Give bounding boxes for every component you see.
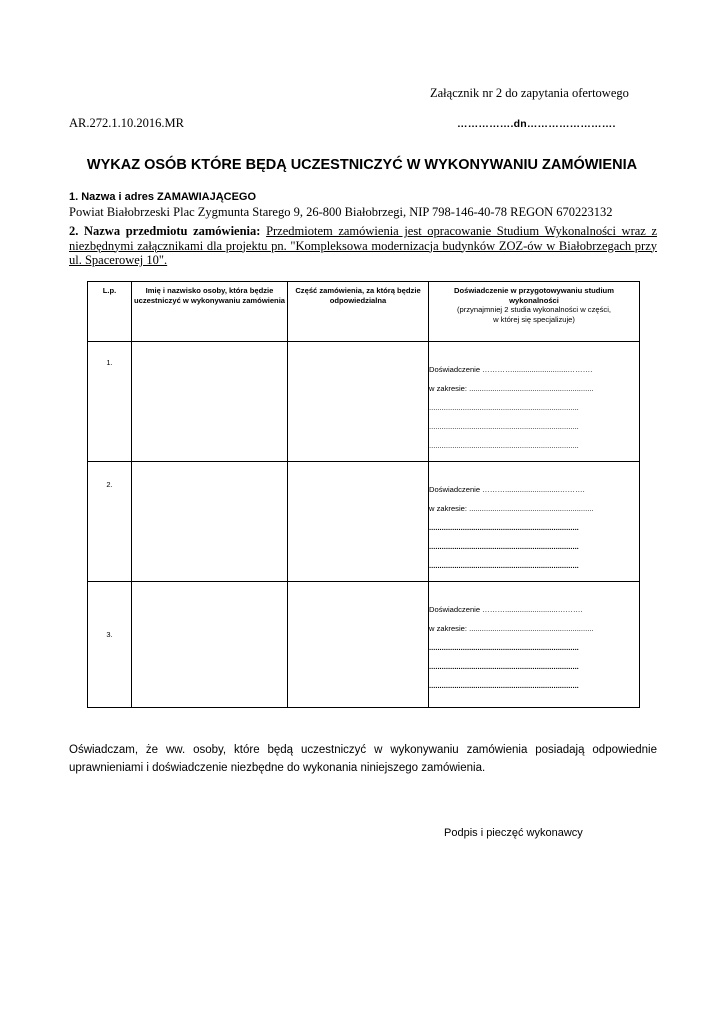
experience-cell[interactable] — [429, 462, 640, 582]
section1-body: Powiat Białobrzeski Plac Zygmunta Starego 9, 26-800 Białobrzegi, NIP 798-146-40-78 REGON 670223132 — [69, 205, 613, 219]
experience-label: Doświadczenie …………..........................………. — [429, 365, 593, 374]
header-experience — [429, 282, 640, 342]
experience-label: Doświadczenie ……….........................………. — [429, 605, 583, 614]
blank-line: ....................................................................... — [429, 441, 579, 450]
section2-label: 2. Nazwa przedmiotu zamówienia: — [69, 224, 261, 238]
header-lp: L.p. — [88, 282, 132, 342]
blank-line: ....................................................................... — [429, 523, 579, 532]
blank-line: ....................................................................... — [429, 542, 579, 551]
scope-label: w zakresie: ........................................................... — [429, 504, 594, 513]
row-lp-text: 1. — [106, 358, 113, 367]
table-header-row — [88, 282, 640, 342]
scope-label: w zakresie: ........................................................... — [429, 384, 594, 393]
person-cell[interactable] — [132, 342, 288, 462]
personnel-table — [87, 281, 640, 708]
experience-cell[interactable] — [429, 582, 640, 708]
blank-line: ....................................................................... — [429, 561, 579, 570]
blank-line: ....................................................................... — [429, 422, 579, 431]
table-row — [88, 462, 640, 582]
row-lp — [88, 462, 132, 582]
table-row — [88, 582, 640, 708]
experience-label: Doświadczenie ………..........................………. — [429, 485, 585, 494]
scope-label: w zakresie: ........................................................... — [429, 624, 594, 633]
part-cell[interactable] — [288, 582, 429, 708]
header-part: Część zamówienia, za którą będzie odpowiedzialna — [288, 282, 429, 342]
section2-body: Przedmiotem zamówienia jest opracowanie Studium Wykonalności wraz z niezbędnymi załącznikami dla projektu pn. "Kompleksowa modernizacja budynków ZOZ-ów w Białobrzegach przy ul. Spacerowej 10". — [69, 224, 658, 267]
part-cell[interactable] — [288, 462, 429, 582]
blank-line: ....................................................................... — [429, 403, 579, 412]
date-line: …………….dn……………………. — [457, 118, 616, 130]
annex-label: Załącznik nr 2 do zapytania ofertowego — [430, 86, 629, 100]
row-lp — [88, 342, 132, 462]
header-experience-title: Doświadczenie w przygotowywaniu studium wykonalności — [454, 286, 614, 305]
person-cell[interactable] — [132, 582, 288, 708]
section2 — [69, 224, 657, 268]
blank-line: ....................................................................... — [429, 681, 579, 690]
header-person: Imię i nazwisko osoby, która będzie uczestniczyć w wykonywaniu zamówienia — [132, 282, 288, 342]
experience-cell[interactable] — [429, 342, 640, 462]
row-lp-text: 2. — [106, 480, 113, 489]
section1-heading: 1. Nazwa i adres ZAMAWIAJĄCEGO — [69, 191, 257, 203]
row-lp — [88, 582, 132, 708]
header-experience-note-1: (przynajmniej 2 studia wykonalności w części, — [456, 305, 612, 314]
row-lp-text: 3. — [106, 630, 113, 639]
header-experience-note-2: w której się specjalizuje) — [493, 314, 575, 324]
blank-line: ....................................................................... — [429, 662, 579, 671]
person-cell[interactable] — [132, 462, 288, 582]
reference-number: AR.272.1.10.2016.MR — [69, 116, 184, 130]
part-cell[interactable] — [288, 342, 429, 462]
table-row — [88, 342, 640, 462]
declaration-text: Oświadczam, że ww. osoby, które będą uczestniczyć w wykonywaniu zamówienia posiadają odpowiednie uprawnieniami i doświadczenie niezbędne do wykonania niniejszego zamówienia. — [69, 744, 657, 774]
signature-label: Podpis i pieczęć wykonawcy — [444, 827, 583, 839]
page-title: WYKAZ OSÓB KTÓRE BĘDĄ UCZESTNICZYĆ W WYKONYWANIU ZAMÓWIENIA — [86, 157, 638, 173]
blank-line: ....................................................................... — [429, 643, 579, 652]
